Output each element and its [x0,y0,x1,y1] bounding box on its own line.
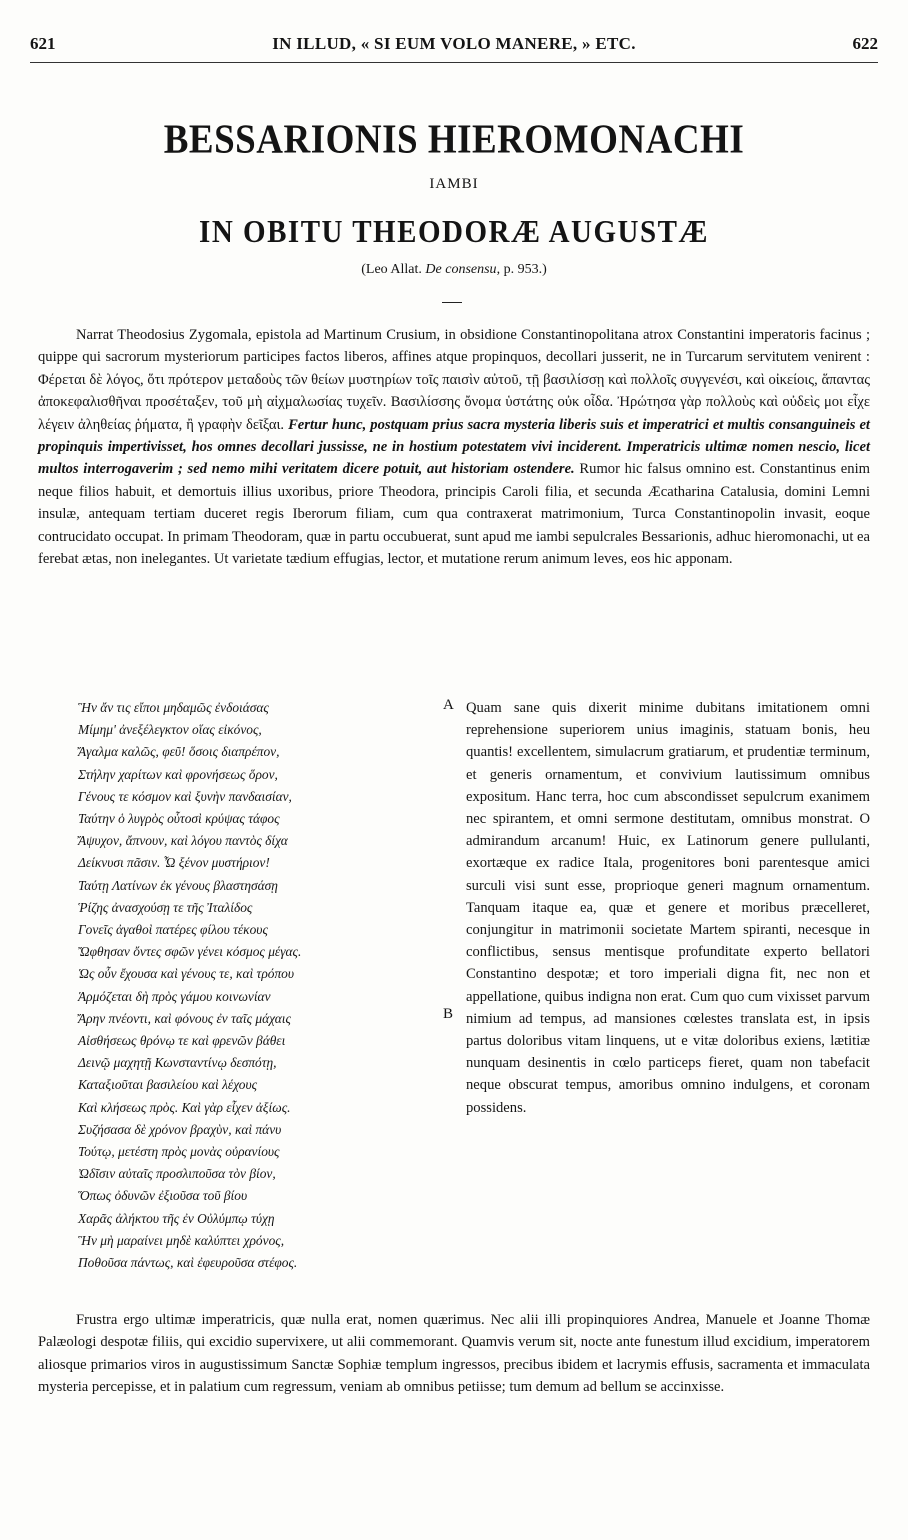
source-prefix: (Leo Allat. [361,262,422,277]
poem-line: Ἣν μὴ μαραίνει μηδὲ καλύπτει χρόνος, [78,1232,285,1248]
poem-line: Τούτῳ, μετέστη πρὸς μονὰς οὐρανίους [78,1144,280,1160]
source-work: De consensu [425,262,497,277]
margin-letter-b: B [443,1006,454,1022]
intro-translation: Fertur hunc, postquam prius sacra mysteria liberis suis et imperatrici et multis consanguineis et propinquis impertivisset, hos omnes decollari jussisse, ne in hostium potestatem vivi inciderent. Imperatricis ultimæ nomen nescio, licet multos interrogaverim ; sed nemo mihi veritatem dicere potuit, aut historiam ostendere. [38,416,870,478]
poem-line: Καταξιοῦται βασιλείου καὶ λέχους [78,1077,258,1093]
header-rule [30,62,878,63]
poem-line: Ῥίζης ἀνασχούσῃ τε τῆς Ἰταλίδος [78,899,253,915]
greek-poem [78,697,438,1274]
closing-paragraph [38,1309,870,1399]
poem-line: Ἣν ἄν τις εἴποι μηδαμῶς ἐνδοιάσας [78,700,269,715]
source-reference [0,262,908,278]
document-title: BESSARIONIS HIEROMONACHI [163,116,745,163]
running-header [30,34,878,60]
section-divider [442,302,462,303]
poem-line: Ἄγαλμα καλῶς, φεῦ! ὅσοις διαπρέπον, [78,744,280,760]
poem-line: Ἄψυχον, ἄπνουν, καὶ λόγου παντὸς δίχα [78,833,288,849]
latin-translation [466,697,870,1119]
page-number-left: 621 [30,34,56,53]
intro-text-2: Rumor hic falsus omnino est. Constantinus enim neque filios habuit, et demortuis illius uxoribus, priore Theodora, principis Caroli filia, et secunda Æcatharina Catalusia, domini Lemni insulæ, antequam tertiam duceret regis Iberorum filiam, cum qua contraxerat matrimonium, Turca Constantinopolin invasit, eoque contrucidato occupat. In primam Theodoram, quæ in partu occubuerat, sunt apud me iambi sepulcrales Bessarionis, adhuc hieromonachi, ut ea ferebat ætas, non inelegantes. Ut varietate tædium effugias, lector, et mutatione rerum animum leves, eos hic apponam. [38,461,870,568]
poem-line: Χαρᾶς ἀλήκτου τῆς ἐν Οὐλύμπῳ τύχῃ [78,1210,275,1226]
poem-line: Ταύτην ὁ λυγρὸς οὗτοσὶ κρύψας τάφος [78,811,280,827]
intro-paragraph [38,324,870,570]
poem-line: Ὅπως ὀδυνῶν ἐξιοῦσα τοῦ βίου [78,1188,248,1204]
poem-line: Στήλην χαρίτων καὶ φρονήσεως ὅρον, [78,766,278,782]
intro-text-1: Narrat Theodosius Zygomala, epistola ad Martinum Crusium, in obsidione Constantinopolitana atrox Constantini imperatoris facinus ; quippe qui sacrorum mysteriorum participes factos liberos, affines atque propinquos, decollari jusserit, ne in Turcarum servitutem venirent : Φέρεται δὲ λόγος, ὅτι πρότερον μεταδοὺς τῶν θείων μυστηρίων τοῖς παισὶν αὐτοῦ, τῇ βασιλίσσῃ καὶ πολλοῖς συγγενέσι, καὶ οἰκείοις, ἅπαντας ἀποκεφαλισθῆναι προσέταξεν, τοῦ μὴ αἰχμαλωσίας τυχεῖν. Βασιλίσσης ὄνομα ὑστάτης οὐκ οἶδα. Ἠρώτησα γὰρ πολλοὺς καὶ οὐδεὶς μοι εἶχε λέγειν ἀληθείας ῥήματα, ἢ γραφὴν δεῖξαι. [38,327,870,433]
poem-line: Γονεῖς ἀγαθοὶ πατέρες φίλου τέκους [78,922,268,938]
poem-line: Αἰσθήσεως θρόνῳ τε καὶ φρενῶν βάθει [78,1033,286,1049]
poem-line: Ταύτῃ Λατίνων ἐκ γένους βλαστησάσῃ [78,877,278,893]
poem-line: Ὠδῖσιν αὐταῖς προσλιποῦσα τὸν βίον, [78,1166,276,1182]
running-title: IN ILLUD, « SI EUM VOLO MANERE, » ETC. [272,34,636,53]
document-subject: IN OBITU THEODORÆ AUGUSTÆ [199,214,709,250]
source-page: , p. 953.) [496,262,547,277]
poem-line: Ποθοῦσα πάντως, καὶ ἐφευροῦσα στέφος. [78,1255,298,1271]
closing-text: Frustra ergo ultimæ imperatricis, quæ nulla erat, nomen quærimus. Nec alii illi propinquiores Andrea, Manuele et Joanne Thomæ Palæologi despotæ filiis, qui excidio supervixere, ut alii commemorant. Quamvis verum sit, nocte ante funestum illud excidium, imperatorem aliosque primarios viros in augustissimum Sanctæ Sophiæ templum ingressos, precibus ibidem et lacrymis effusis, sacramenta et immaculata mysteria percepisse, et in palatium cum regressum, veniam ab omnibus petiisse; tum demum ad bellum se accinxisse. [38,1312,870,1396]
poem-line: Ὤφθησαν ὄντες σφῶν γένει κόσμος μέγας. [78,944,302,960]
margin-letter-a: A [443,697,454,713]
poem-line: Δείκνυσι πᾶσιν. Ὦ ξένον μυστήριον! [78,855,270,871]
poem-line: Δεινῷ μαχητῇ Κωνσταντίνῳ δεσπότῃ, [78,1055,277,1071]
poem-line: Μίμημ' ἀνεξέλεγκτον οἵας εἰκόνος, [78,722,262,738]
poem-line: Ἁρμόζεται δὴ πρὸς γάμου κοινωνίαν [78,988,271,1004]
page-number-right: 622 [852,34,878,53]
poem-line: Ὡς οὖν ἔχουσα καὶ γένους τε, καὶ τρόπου [78,966,295,982]
poem-line: Συζήσασα δὲ χρόνον βραχὺν, καὶ πάνυ [78,1121,282,1137]
poem-line: Ἄρην πνέοντι, καὶ φόνους ἐν ταῖς μάχαις [78,1010,291,1026]
poem-line: Καὶ κλήσεως πρὸς. Καὶ γὰρ εἶχεν ἀξίως. [78,1099,291,1115]
latin-translation-text: Quam sane quis dixerit minime dubitans imitationem omni reprehensione superiorem unius imaginis, statuam bonis, heu quantis! excellentem, simulacrum gratiarum, et prudentiæ terminum, et generis ornamentum, et convivium lautissimum omnibus expositum. Hanc terra, hoc cum abscondisset sepulcrum exanimem nec spirantem, et omni sermone destitutam, omnibus monstrat. O admirandum arcanum! Huic, ex Latinorum genere pullulanti, exortæque ex radice Itala, progenitores boni parentesque amici surculi visi sunt esse, proprioque generi magnum ornamentum. Tanquam itaque ea, quæ et genere et moribus præcelleret, conjungitur in matrimonii societate Martem spiranti, necesque in conflictibus, sensus mentisque profunditate experto bellatori Constantino despotæ; et toro imperiali digna fit, nec non et appellatione, quibus indigna non erat. Cum quo cum vixisset parvum nimium ad tempus, ad mansiones cœlestes translata est, in ipsis partus doloribus vitam linquens, ut e vitæ doloribus exiens, lætitiæ nunquam desinentis in cœlo particeps fieret, quam non tabefacit neque obscurat tempus, amoribus omnino indulgens, et coronam possidens. [466,700,870,1116]
document-subtitle: IAMBI [429,176,479,192]
poem-line: Γένους τε κόσμον καὶ ξυνὴν πανδαισίαν, [78,788,292,804]
